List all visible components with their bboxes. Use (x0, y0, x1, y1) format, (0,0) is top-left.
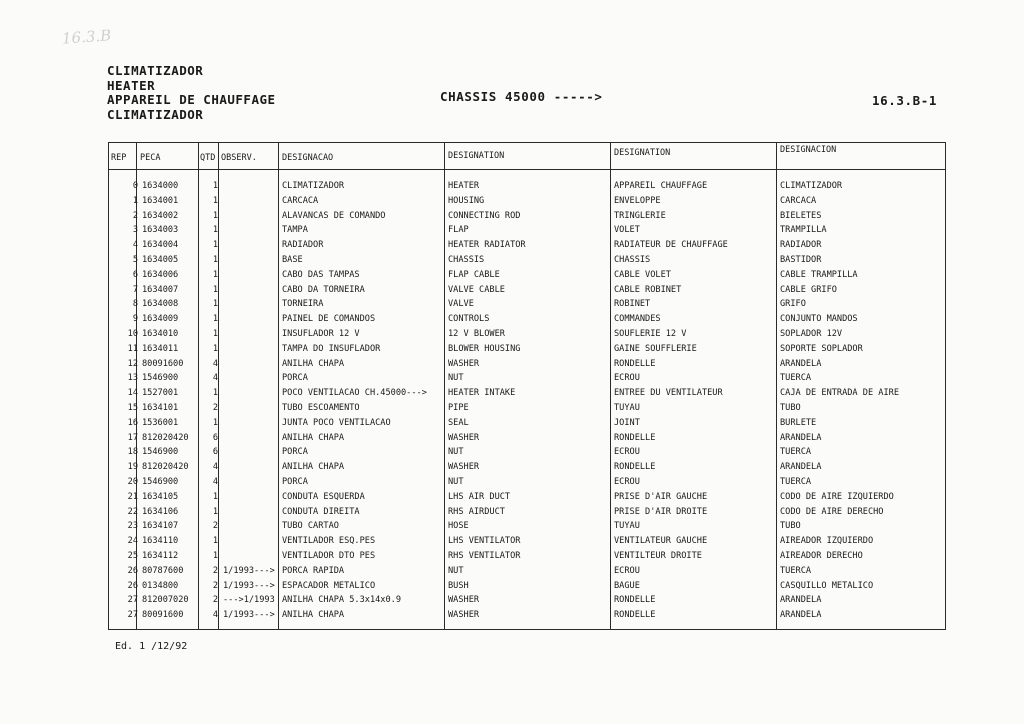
cell-fr: RONDELLE (614, 432, 656, 443)
cell-es: BASTIDOR (780, 255, 822, 265)
cell-rep: 22 (127, 506, 138, 517)
cell-fr: CABLE VOLET (614, 269, 671, 280)
cell-pt: INSUFLADOR 12 V (282, 329, 360, 339)
cell-es: CODO DE AIRE DERECHO (780, 506, 884, 517)
cell-fr: TUYAU (614, 403, 640, 413)
cell-en: CHASSIS (448, 255, 485, 265)
table-row (108, 608, 946, 623)
cell-en: HEATER RADIATOR (448, 240, 526, 251)
cell-qtd: 1 (212, 417, 218, 428)
cell-rep: 21 (127, 491, 138, 502)
table-row (108, 564, 946, 579)
cell-rep: 3 (132, 225, 138, 236)
cell-fr: ROBINET (614, 299, 651, 310)
cell-peca: 1634008 (142, 299, 179, 310)
cell-qtd: 4 (212, 477, 218, 487)
parts-table (108, 142, 946, 630)
cell-en: RHS VENTILATOR (448, 551, 521, 561)
cell-qtd: 1 (212, 329, 218, 339)
cell-pt: TORNEIRA (282, 299, 324, 310)
table-row (108, 386, 946, 401)
cell-en: PIPE (448, 403, 469, 413)
cell-es: CASQUILLO METALICO (780, 580, 874, 591)
cell-obs: 1/1993---> (223, 580, 275, 591)
cell-qtd: 4 (212, 358, 218, 369)
table-row (108, 253, 946, 268)
cell-fr: RONDELLE (614, 358, 656, 369)
cell-en: NUT (448, 373, 464, 384)
col-header-peca: PECA (140, 153, 161, 163)
cell-en: LHS VENTILATOR (448, 536, 521, 547)
cell-es: TUERCA (780, 447, 812, 458)
table-row (108, 431, 946, 446)
cell-qtd: 1 (212, 388, 218, 399)
cell-es: TUERCA (780, 373, 812, 384)
cell-rep: 27 (127, 595, 138, 606)
cell-pt: POCO VENTILACAO CH.45000---> (282, 388, 427, 399)
cell-rep: 16 (127, 417, 138, 428)
cell-peca: 1546900 (142, 447, 179, 458)
cell-peca: 0134800 (142, 580, 179, 591)
cell-qtd: 4 (212, 462, 218, 473)
cell-qtd: 1 (212, 314, 218, 325)
cell-peca: 1634106 (142, 506, 179, 517)
cell-qtd: 1 (212, 269, 218, 280)
col-header-designacao: DESIGNACAO (282, 153, 334, 163)
cell-en: HOSE (448, 521, 469, 532)
cell-peca: 1634107 (142, 521, 179, 532)
cell-fr: ECROU (614, 477, 640, 487)
table-row (108, 312, 946, 327)
cell-qtd: 1 (212, 240, 218, 251)
cell-es: CONJUNTO MANDOS (780, 314, 858, 325)
cell-peca: 1634005 (142, 255, 179, 265)
cell-peca: 1546900 (142, 477, 179, 487)
cell-peca: 1536001 (142, 417, 179, 428)
table-row (108, 445, 946, 460)
cell-pt: VENTILADOR DTO PES (282, 551, 376, 561)
cell-fr: CABLE ROBINET (614, 284, 682, 295)
cell-rep: 8 (132, 299, 138, 310)
document-title (107, 64, 276, 122)
table-row (108, 593, 946, 608)
cell-pt: TUBO ESCOAMENTO (282, 403, 360, 413)
cell-pt: ANILHA CHAPA 5.3x14x0.9 (282, 595, 401, 606)
cell-rep: 18 (127, 447, 138, 458)
handwritten-note: 16.3.B (61, 26, 112, 48)
edition-note: Ed. 1 /12/92 (115, 641, 188, 652)
cell-qtd: 1 (212, 255, 218, 265)
title-line: HEATER (107, 77, 156, 93)
cell-rep: 1 (132, 195, 138, 206)
cell-pt: RADIADOR (282, 240, 324, 251)
cell-qtd: 2 (212, 403, 218, 413)
table-row (108, 371, 946, 386)
cell-qtd: 1 (212, 506, 218, 517)
cell-pt: JUNTA POCO VENTILACAO (282, 417, 391, 428)
title-line: CLIMATIZADOR (107, 106, 204, 122)
col-header-observ: OBSERV. (221, 153, 257, 163)
cell-peca: 1634003 (142, 225, 179, 236)
cell-pt: ESPACADOR METALICO (282, 580, 376, 591)
cell-fr: VENTILATEUR GAUCHE (614, 536, 708, 547)
cell-en: BUSH (448, 580, 469, 591)
cell-qtd: 1 (212, 491, 218, 502)
cell-peca: 1634105 (142, 491, 179, 502)
header-rule (108, 169, 946, 170)
cell-en: WASHER (448, 432, 480, 443)
cell-fr: VOLET (614, 225, 640, 236)
cell-qtd: 1 (212, 284, 218, 295)
cell-pt: TAMPA (282, 225, 308, 236)
table-row (108, 416, 946, 431)
cell-rep: 17 (127, 432, 138, 443)
cell-pt: VENTILADOR ESQ.PES (282, 536, 376, 547)
cell-en: VALVE CABLE (448, 284, 505, 295)
cell-obs: 1/1993---> (223, 610, 275, 621)
cell-en: VALVE (448, 299, 474, 310)
table-row (108, 549, 946, 564)
cell-pt: PORCA (282, 447, 308, 458)
cell-rep: 5 (132, 255, 138, 265)
cell-peca: 1634004 (142, 240, 179, 251)
cell-peca: 1634002 (142, 210, 179, 221)
cell-qtd: 1 (212, 181, 218, 191)
table-row (108, 179, 946, 194)
cell-peca: 1634001 (142, 195, 179, 206)
cell-fr: JOINT (614, 417, 640, 428)
cell-pt: CONDUTA DIREITA (282, 506, 360, 517)
cell-peca: 1634006 (142, 269, 179, 280)
cell-rep: 4 (132, 240, 138, 251)
col-header-qtd: QTD (200, 153, 216, 163)
cell-en: FLAP CABLE (448, 269, 500, 280)
cell-fr: RONDELLE (614, 462, 656, 473)
cell-fr: GAINE SOUFFLERIE (614, 343, 697, 354)
cell-en: CONNECTING ROD (448, 210, 521, 221)
cell-fr: CHASSIS (614, 255, 651, 265)
cell-es: CAJA DE ENTRADA DE AIRE (780, 388, 899, 399)
table-row (108, 490, 946, 505)
cell-pt: PORCA RAPIDA (282, 565, 345, 576)
cell-es: AIREADOR IZQUIERDO (780, 536, 874, 547)
cell-es: CLIMATIZADOR (780, 181, 843, 191)
cell-fr: PRISE D'AIR DROITE (614, 506, 708, 517)
cell-en: NUT (448, 477, 464, 487)
cell-pt: CLIMATIZADOR (282, 181, 345, 191)
table-top-rule (108, 142, 946, 143)
cell-fr: ENTREE DU VENTILATEUR (614, 388, 723, 399)
table-row (108, 401, 946, 416)
cell-fr: RONDELLE (614, 595, 656, 606)
cell-en: 12 V BLOWER (448, 329, 505, 339)
chassis-label: CHASSIS 45000 -----> (440, 89, 603, 104)
cell-en: WASHER (448, 610, 480, 621)
cell-peca: 812020420 (142, 432, 189, 443)
title-line: CLIMATIZADOR (107, 63, 204, 78)
cell-fr: SOUFLERIE 12 V (614, 329, 687, 339)
cell-pt: ANILHA CHAPA (282, 358, 345, 369)
table-row (108, 342, 946, 357)
cell-es: GRIFO (780, 299, 806, 310)
cell-es: RADIADOR (780, 240, 822, 251)
cell-qtd: 1 (212, 536, 218, 547)
cell-peca: 1634009 (142, 314, 179, 325)
cell-rep: 12 (127, 358, 138, 369)
cell-qtd: 1 (212, 225, 218, 236)
cell-peca: 1634112 (142, 551, 179, 561)
cell-es: TUERCA (780, 565, 812, 576)
cell-rep: 9 (132, 314, 138, 325)
cell-pt: BASE (282, 255, 303, 265)
cell-en: LHS AIR DUCT (448, 491, 511, 502)
cell-rep: 26 (127, 580, 138, 591)
cell-pt: PORCA (282, 373, 308, 384)
cell-es: ARANDELA (780, 610, 822, 621)
page-reference: 16.3.B-1 (872, 93, 938, 108)
cell-rep: 0 (132, 181, 138, 191)
cell-en: NUT (448, 565, 464, 576)
cell-rep: 15 (127, 403, 138, 413)
cell-qtd: 1 (212, 299, 218, 310)
cell-fr: BAGUE (614, 580, 640, 591)
cell-es: TUBO (780, 403, 801, 413)
cell-peca: 1634000 (142, 181, 179, 191)
cell-es: CARCACA (780, 195, 817, 206)
table-row (108, 357, 946, 372)
cell-peca: 80091600 (142, 358, 184, 369)
cell-peca: 1634101 (142, 403, 179, 413)
cell-qtd: 1 (212, 210, 218, 221)
cell-peca: 80091600 (142, 610, 184, 621)
table-row (108, 268, 946, 283)
cell-rep: 23 (127, 521, 138, 532)
cell-rep: 10 (127, 329, 138, 339)
cell-es: BIELETES (780, 210, 822, 221)
table-row (108, 327, 946, 342)
cell-es: ARANDELA (780, 432, 822, 443)
cell-qtd: 6 (212, 447, 218, 458)
cell-pt: ANILHA CHAPA (282, 432, 345, 443)
cell-es: SOPLADOR 12V (780, 329, 843, 339)
cell-rep: 6 (132, 269, 138, 280)
cell-fr: TRINGLERIE (614, 210, 666, 221)
cell-rep: 26 (127, 565, 138, 576)
cell-qtd: 2 (212, 580, 218, 591)
table-row (108, 475, 946, 490)
cell-en: SEAL (448, 417, 469, 428)
cell-en: NUT (448, 447, 464, 458)
cell-es: TUERCA (780, 477, 812, 487)
cell-rep: 13 (127, 373, 138, 384)
cell-en: BLOWER HOUSING (448, 343, 521, 354)
table-row (108, 194, 946, 209)
cell-es: CABLE TRAMPILLA (780, 269, 858, 280)
cell-peca: 1527001 (142, 388, 179, 399)
cell-peca: 80787600 (142, 565, 184, 576)
cell-en: WASHER (448, 462, 480, 473)
table-row (108, 460, 946, 475)
table-row (108, 505, 946, 520)
cell-rep: 25 (127, 551, 138, 561)
table-row (108, 238, 946, 253)
cell-en: HEATER INTAKE (448, 388, 516, 399)
cell-rep: 7 (132, 284, 138, 295)
table-row (108, 297, 946, 312)
cell-peca: 812007020 (142, 595, 189, 606)
cell-es: BURLETE (780, 417, 817, 428)
cell-qtd: 2 (212, 565, 218, 576)
cell-fr: ENVELOPPE (614, 195, 661, 206)
col-header-rep: REP (111, 153, 127, 163)
cell-qtd: 1 (212, 343, 218, 354)
cell-pt: PAINEL DE COMANDOS (282, 314, 376, 325)
cell-es: SOPORTE SOPLADOR (780, 343, 863, 354)
cell-pt: ANILHA CHAPA (282, 610, 345, 621)
cell-rep: 14 (127, 388, 138, 399)
table-row (108, 223, 946, 238)
col-header-designacion: DESIGNACION (780, 145, 837, 155)
cell-rep: 20 (127, 477, 138, 487)
cell-peca: 1546900 (142, 373, 179, 384)
cell-en: HEATER (448, 181, 480, 191)
cell-fr: COMMANDES (614, 314, 661, 325)
cell-fr: TUYAU (614, 521, 640, 532)
cell-es: ARANDELA (780, 595, 822, 606)
cell-es: TUBO (780, 521, 801, 532)
cell-pt: CARCACA (282, 195, 319, 206)
cell-qtd: 2 (212, 521, 218, 532)
cell-qtd: 6 (212, 432, 218, 443)
cell-fr: VENTILTEUR DROITE (614, 551, 702, 561)
cell-obs: --->1/1993 (223, 595, 275, 606)
cell-fr: ECROU (614, 447, 640, 458)
cell-qtd: 4 (212, 373, 218, 384)
cell-obs: 1/1993---> (223, 565, 275, 576)
title-line: APPAREIL DE CHAUFFAGE (107, 92, 276, 107)
cell-rep: 19 (127, 462, 138, 473)
cell-en: FLAP (448, 225, 469, 236)
cell-pt: CABO DAS TAMPAS (282, 269, 360, 280)
cell-peca: 1634011 (142, 343, 179, 354)
cell-es: ARANDELA (780, 462, 822, 473)
cell-rep: 2 (132, 210, 138, 221)
cell-rep: 24 (127, 536, 138, 547)
cell-peca: 1634110 (142, 536, 179, 547)
cell-qtd: 1 (212, 195, 218, 206)
table-row (108, 519, 946, 534)
cell-es: ARANDELA (780, 358, 822, 369)
cell-peca: 812020420 (142, 462, 189, 473)
cell-en: HOUSING (448, 195, 485, 206)
table-bottom-rule (108, 629, 946, 630)
cell-fr: ECROU (614, 373, 640, 384)
cell-fr: RADIATEUR DE CHAUFFAGE (614, 240, 728, 251)
cell-pt: ANILHA CHAPA (282, 462, 345, 473)
cell-peca: 1634010 (142, 329, 179, 339)
cell-es: CABLE GRIFO (780, 284, 837, 295)
cell-pt: PORCA (282, 477, 308, 487)
cell-en: CONTROLS (448, 314, 490, 325)
cell-es: CODO DE AIRE IZQUIERDO (780, 491, 894, 502)
cell-en: RHS AIRDUCT (448, 506, 505, 517)
cell-pt: TUBO CARTAO (282, 521, 339, 532)
cell-qtd: 4 (212, 610, 218, 621)
cell-pt: CABO DA TORNEIRA (282, 284, 365, 295)
table-row (108, 579, 946, 594)
cell-qtd: 1 (212, 551, 218, 561)
cell-fr: RONDELLE (614, 610, 656, 621)
cell-pt: ALAVANCAS DE COMANDO (282, 210, 386, 221)
table-row (108, 534, 946, 549)
cell-pt: TAMPA DO INSUFLADOR (282, 343, 381, 354)
cell-es: TRAMPILLA (780, 225, 827, 236)
cell-fr: ECROU (614, 565, 640, 576)
cell-es: AIREADOR DERECHO (780, 551, 863, 561)
cell-peca: 1634007 (142, 284, 179, 295)
table-row (108, 283, 946, 298)
col-header-designation-fr: DESIGNATION (614, 148, 671, 158)
cell-qtd: 2 (212, 595, 218, 606)
cell-rep: 27 (127, 610, 138, 621)
cell-pt: CONDUTA ESQUERDA (282, 491, 365, 502)
cell-fr: APPAREIL CHAUFFAGE (614, 181, 708, 191)
cell-en: WASHER (448, 358, 480, 369)
table-row (108, 209, 946, 224)
col-header-designation-en: DESIGNATION (448, 151, 505, 161)
cell-fr: PRISE D'AIR GAUCHE (614, 491, 708, 502)
cell-rep: 11 (127, 343, 138, 354)
cell-en: WASHER (448, 595, 480, 606)
